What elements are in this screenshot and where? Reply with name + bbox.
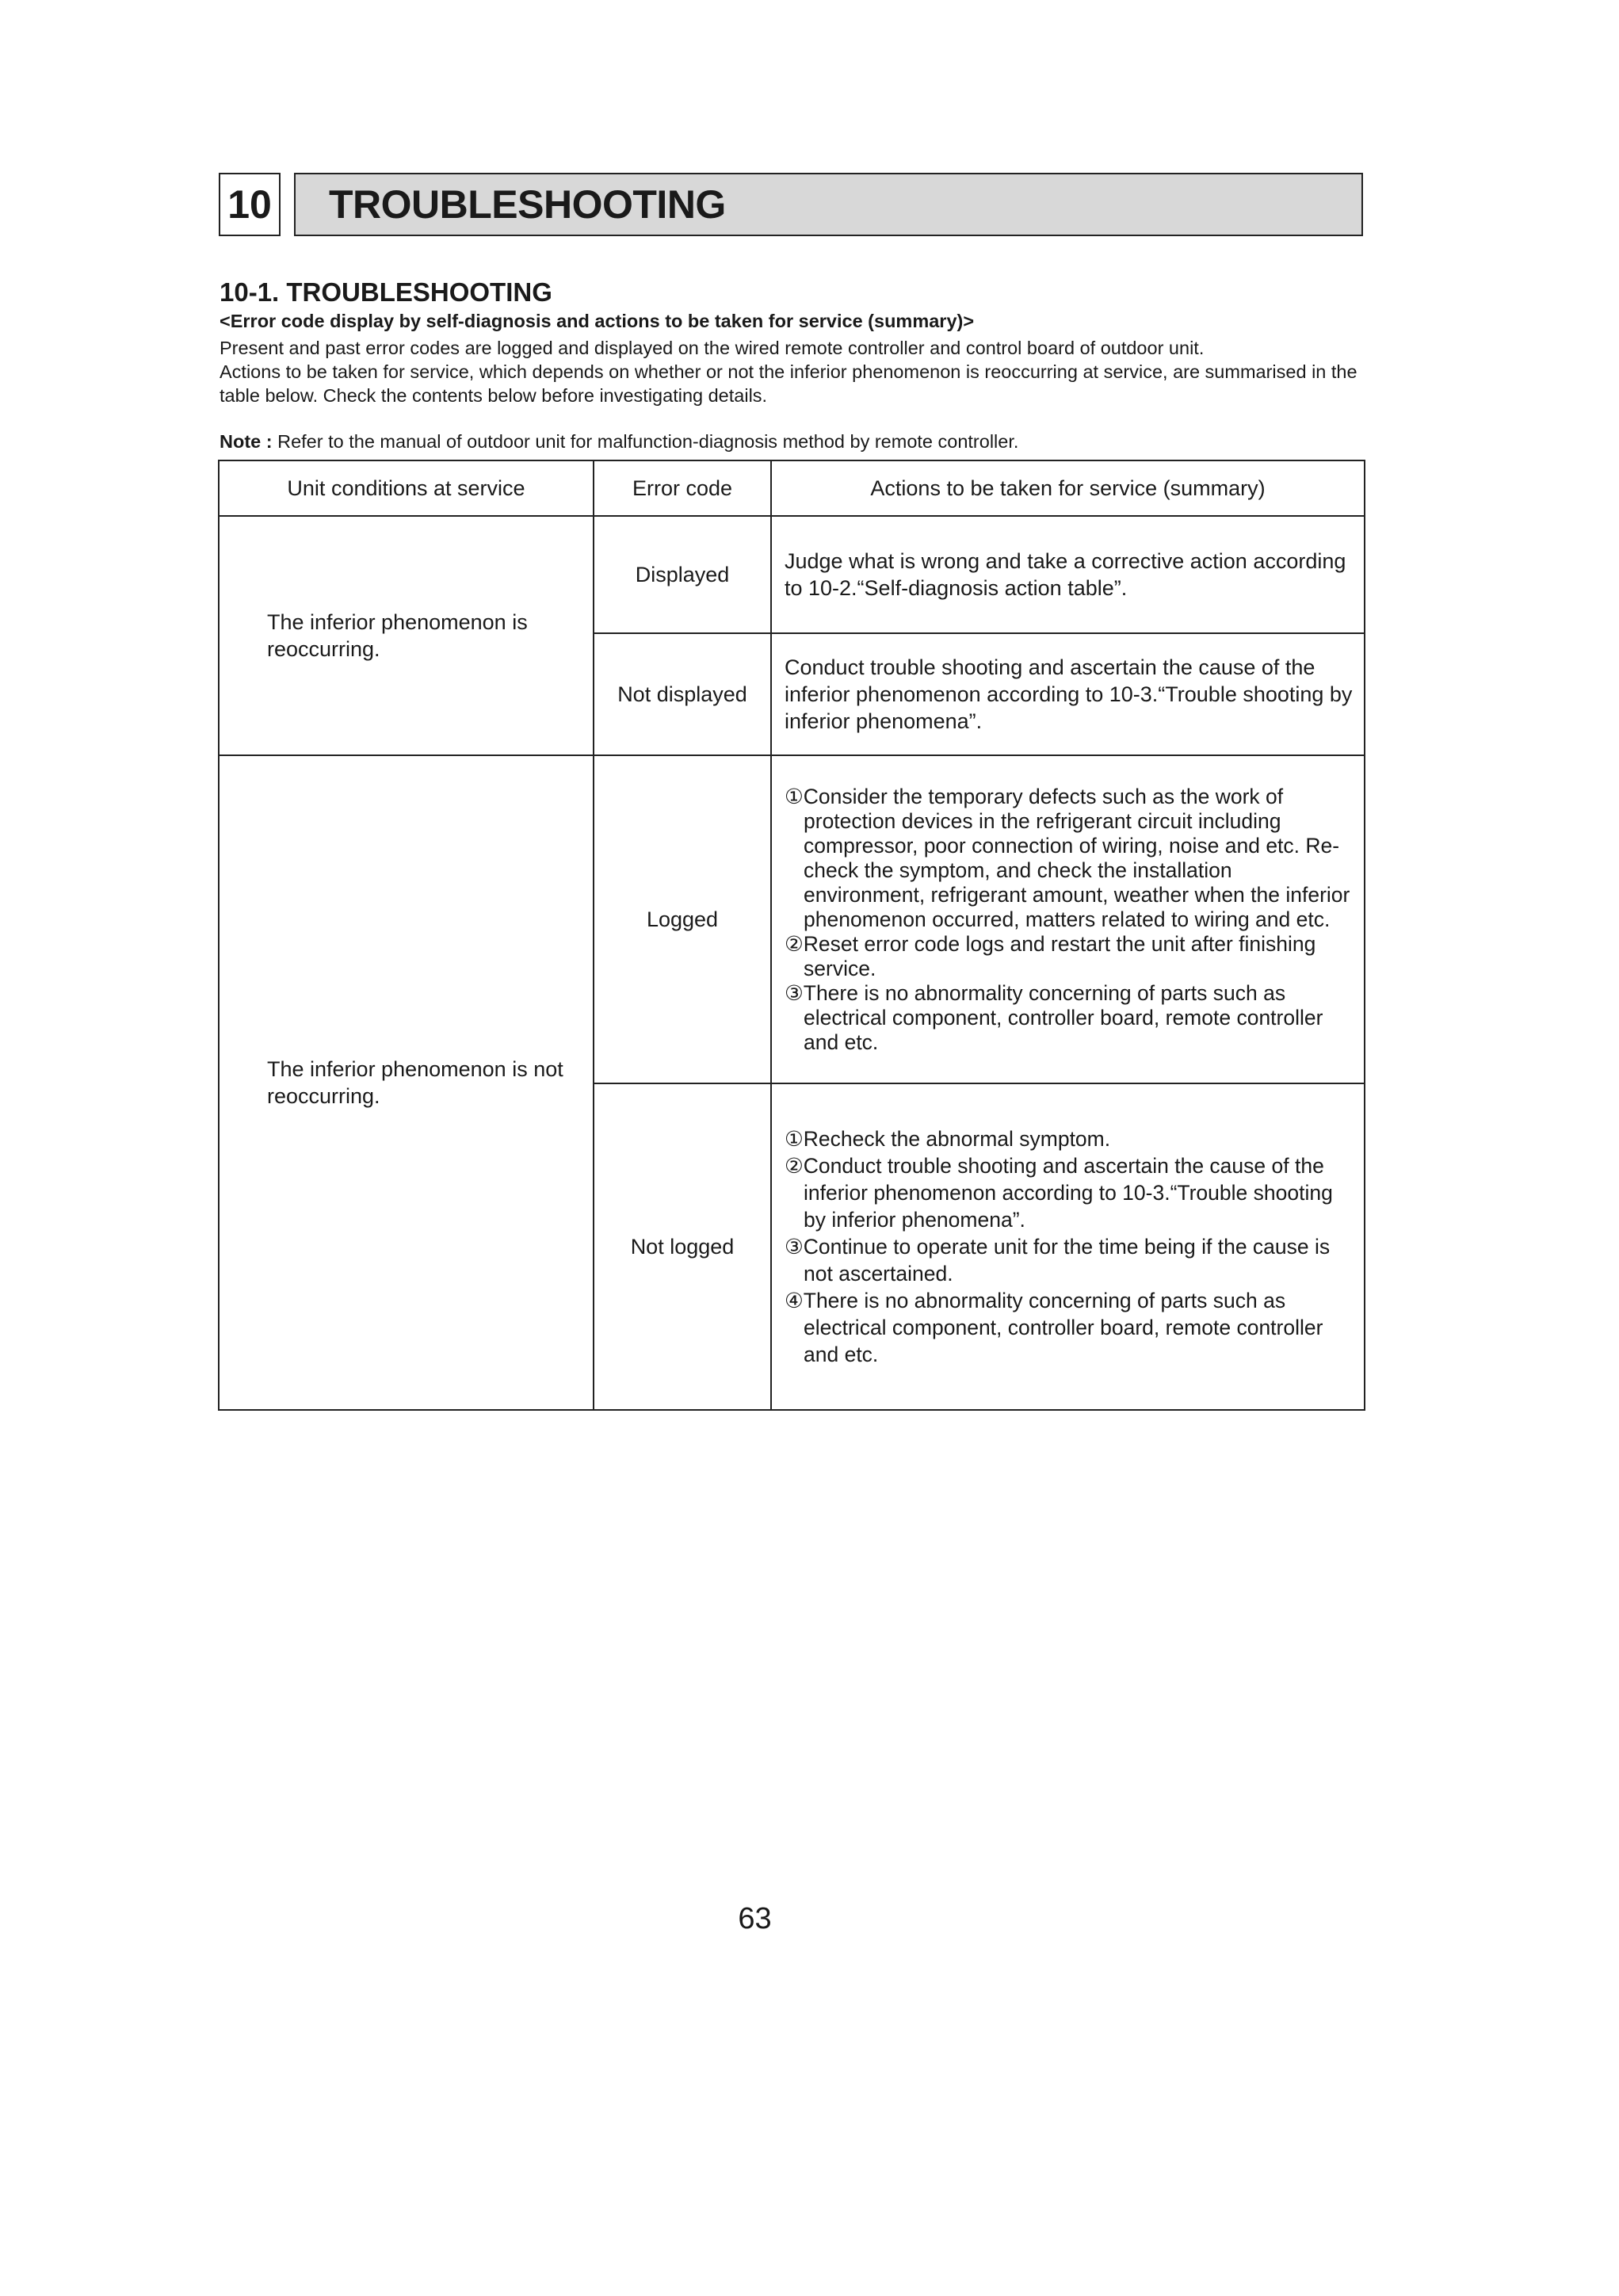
header-actions: Actions to be taken for service (summary) xyxy=(771,460,1365,516)
action-not-logged xyxy=(771,1083,1365,1410)
table-row xyxy=(219,755,1365,1083)
code-not-displayed: Not displayed xyxy=(594,633,771,755)
action-displayed: Judge what is wrong and take a corrective action according to 10-2.“Self-diagnosis action table”. xyxy=(771,516,1365,633)
service-summary-table xyxy=(218,460,1365,1411)
action-logged-item-2: ②Reset error code logs and restart the unit after finishing service. xyxy=(785,931,1316,980)
code-not-logged: Not logged xyxy=(594,1083,771,1410)
action-logged-item-3: ③There is no abnormality concerning of parts such as electrical component, controller board, remote controller and etc. xyxy=(785,980,1323,1054)
code-logged: Logged xyxy=(594,755,771,1083)
chapter-title: TROUBLESHOOTING xyxy=(294,173,1363,236)
condition-reoccurring: The inferior phenomenon is reoccurring. xyxy=(219,516,594,755)
section-title: 10-1. TROUBLESHOOTING xyxy=(220,277,552,307)
note xyxy=(220,431,1018,453)
action-not-logged-item-3: ③Continue to operate unit for the time being if the cause is not ascertained. xyxy=(785,1235,1331,1286)
action-not-logged-item-2: ②Conduct trouble shooting and ascertain the cause of the inferior phenomenon according to 10-3.“Trouble shooting by inferior phenomena”. xyxy=(785,1154,1333,1232)
header-error-code: Error code xyxy=(594,460,771,516)
action-not-logged-item-1: ①Recheck the abnormal symptom. xyxy=(785,1127,1111,1151)
condition-not-reoccurring: The inferior phenomenon is not reoccurring. xyxy=(219,755,594,1410)
action-not-displayed: Conduct trouble shooting and ascertain the cause of the inferior phenomenon according to 10-3.“Trouble shooting by inferior phenomena”. xyxy=(771,633,1365,755)
chapter-number: 10 xyxy=(219,173,281,236)
section-subtitle: <Error code display by self-diagnosis and actions to be taken for service (summary)> xyxy=(220,311,975,331)
note-label: Note : xyxy=(220,431,273,452)
page-number: 63 xyxy=(738,1902,772,1935)
intro-paragraph-1: Present and past error codes are logged and displayed on the wired remote controller and control board of outdoor unit. xyxy=(220,338,1205,358)
action-logged xyxy=(771,755,1365,1083)
intro-text xyxy=(220,336,1361,407)
action-logged-item-1: ①Consider the temporary defects such as the work of protection devices in the refrigerant circuit including compressor, poor connection of wiring, noise and etc. Re-check the symptom, and check the installation environment, refrigerant amount, weather when the inferior phenomenon occurred, matters related to wiring and etc. xyxy=(785,784,1350,931)
code-displayed: Displayed xyxy=(594,516,771,633)
header-unit-conditions: Unit conditions at service xyxy=(219,460,594,516)
table-row xyxy=(219,516,1365,633)
note-text: Refer to the manual of outdoor unit for malfunction-diagnosis method by remote controller. xyxy=(277,431,1019,452)
table-header-row xyxy=(219,460,1365,516)
intro-paragraph-2: Actions to be taken for service, which depends on whether or not the inferior phenomenon is reoccurring at service, are summarised in the table below. Check the contents below before investigating details. xyxy=(220,361,1357,406)
action-not-logged-item-4: ④There is no abnormality concerning of parts such as electrical component, controller board, remote controller and etc. xyxy=(785,1289,1323,1366)
